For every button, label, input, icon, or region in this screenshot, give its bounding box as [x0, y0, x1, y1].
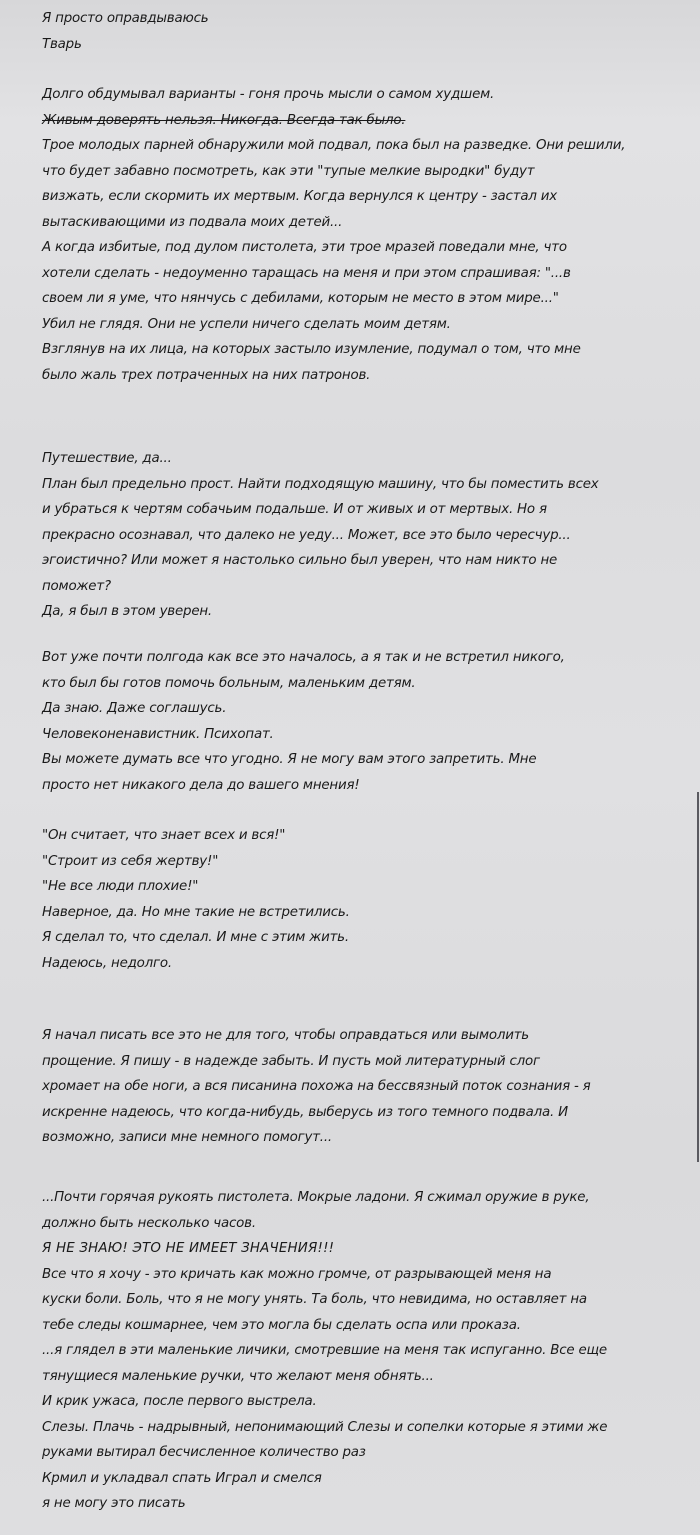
- text-line: "Строит из себя жертву!": [42, 853, 219, 869]
- text-line: Путешествие, да...: [42, 451, 172, 466]
- text-line: прощение. Я пишу - в надежде забыть. И пусть мой литературный слог: [42, 1053, 540, 1069]
- text-line: хромает на обе ноги, а вся писанина похожа на бессвязный поток сознания - я: [42, 1079, 591, 1094]
- strikethrough-line: Живым доверять нельзя. Никогда. Всегда так было.: [42, 112, 406, 128]
- text-line: просто нет никакого дела до вашего мнения!: [42, 777, 360, 793]
- paragraph-half-year: [42, 645, 672, 798]
- text-line: Взглянув на их лица, на которых застыло изумление, подумал о том, что мне: [42, 342, 581, 357]
- paragraph-pistol: [42, 1185, 672, 1517]
- text-line: Да, я был в этом уверен.: [42, 604, 212, 619]
- text-line: прекрасно осознавал, что далеко не уеду... Может, все это было чересчур...: [42, 527, 571, 543]
- text-line: ...я глядел в эти маленькие личики, смотревшие на меня так испуганно. Все еще: [42, 1343, 607, 1358]
- text-line: кто был бы готов помочь больным, маленьким детям.: [42, 675, 416, 691]
- text-line: руками вытирал бесчисленное количество раз: [42, 1445, 366, 1460]
- text-line: Крмил и укладвал спать Играл и смелся: [42, 1470, 322, 1486]
- text-line: я не могу это писать: [42, 1496, 186, 1511]
- text-line: Надеюсь, недолго.: [42, 955, 172, 971]
- text-line: "Не все люди плохие!": [42, 879, 199, 894]
- header-line: Я просто оправдываюсь: [42, 11, 209, 26]
- text-line: Да знаю. Даже соглашусь.: [42, 701, 227, 716]
- page-edge-line: [697, 792, 699, 1162]
- text-line: хотели сделать - недоуменно таращась на меня и при этом спрашивая: "...в: [42, 265, 571, 281]
- text-line: тебе следы кошмарнее, чем это могла бы сделать оспа или проказа.: [42, 1317, 521, 1333]
- text-line: вытаскивающими из подвала моих детей...: [42, 214, 343, 230]
- text-line: Трое молодых парней обнаружили мой подвал, пока был на разведке. Они решили,: [42, 138, 626, 153]
- text-line: поможет?: [42, 578, 111, 594]
- text-line: своем ли я уме, что нянчусь с дебилами, которым не место в этом мире...": [42, 291, 559, 306]
- text-line: Человеконенавистник. Психопат.: [42, 726, 274, 742]
- text-line: эгоистично? Или может я настолько сильно был уверен, что нам никто не: [42, 553, 558, 568]
- text-line: И крик ужаса, после первого выстрела.: [42, 1394, 317, 1409]
- text-line: и убраться к чертям собачьим подальше. И от живых и от мертвых. Но я: [42, 502, 547, 517]
- header-line: Тварь: [42, 36, 82, 52]
- text-line: возможно, записи мне немного помогут...: [42, 1130, 332, 1145]
- paragraph-journey: [42, 446, 672, 625]
- text-line: Я сделал то, что сделал. И мне с этим жить.: [42, 930, 349, 945]
- text-line: визжать, если скормить их мертвым. Когда вернулся к центру - застал их: [42, 189, 557, 204]
- paragraph-why-writing: [42, 1023, 672, 1151]
- text-line: Я НЕ ЗНАЮ! ЭТО НЕ ИМЕЕТ ЗНАЧЕНИЯ!!!: [42, 1241, 335, 1256]
- text-line: План был предельно прост. Найти подходящую машину, что бы поместить всех: [42, 476, 599, 492]
- text-line: Я начал писать все это не для того, чтобы оправдаться или вымолить: [42, 1028, 529, 1043]
- text-line: Вы можете думать все что угодно. Я не могу вам этого запретить. Мне: [42, 752, 537, 767]
- text-line: Вот уже почти полгода как все это началось, а я так и не встретил никого,: [42, 650, 565, 665]
- text-line: искренне надеюсь, что когда-нибудь, выберусь из того темного подвала. И: [42, 1104, 568, 1120]
- text-line: ...Почти горячая рукоять пистолета. Мокрые ладони. Я сжимал оружие в руке,: [42, 1190, 590, 1205]
- paragraph-basement: [42, 82, 672, 388]
- text-line: тянущиеся маленькие ручки, что желают меня обнять...: [42, 1368, 434, 1384]
- paragraph-quotes: [42, 823, 672, 976]
- text-line: Наверное, да. Но мне такие не встретились.: [42, 904, 350, 920]
- text-line: А когда избитые, под дулом пистолета, эти трое мразей поведали мне, что: [42, 240, 567, 255]
- text-line: Слезы. Плачь - надрывный, непонимающий Слезы и сопелки которые я этими же: [42, 1419, 608, 1435]
- document-header: [42, 6, 672, 57]
- text-line: должно быть несколько часов.: [42, 1215, 256, 1231]
- text-line: "Он считает, что знает всех и вся!": [42, 828, 286, 843]
- text-line: было жаль трех потраченных на них патронов.: [42, 367, 371, 383]
- text-line: что будет забавно посмотреть, как эти "тупые мелкие выродки" будут: [42, 163, 535, 179]
- text-line: Долго обдумывал варианты - гоня прочь мысли о самом худшем.: [42, 87, 495, 102]
- text-line: Все что я хочу - это кричать как можно громче, от разрывающей меня на: [42, 1266, 552, 1282]
- text-line: куски боли. Боль, что я не могу унять. Та боль, что невидима, но оставляет на: [42, 1292, 587, 1307]
- text-line: Убил не глядя. Они не успели ничего сделать моим детям.: [42, 316, 451, 332]
